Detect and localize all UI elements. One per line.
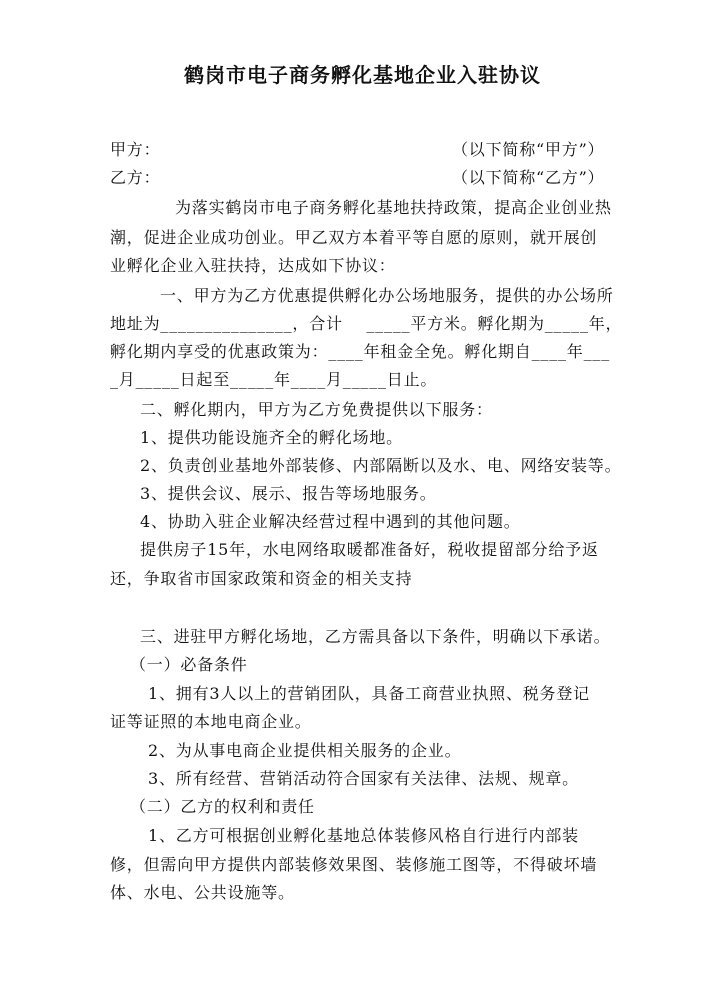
clause-1-line-4: _月_____日起至_____年____月_____日止。: [110, 370, 438, 389]
clause-1-line-2: 地址为_______________，合计 _____平方米。孵化期为_____年，: [110, 314, 623, 333]
responsibility-1-line-1: 1、乙方可根据创业孵化基地总体装修风格自行进行内部装: [148, 826, 579, 845]
clause-2-item-3: 3、提供会议、展示、报告等场地服务。: [140, 484, 437, 503]
party-a-note: （以下简称“甲方”）: [452, 140, 605, 159]
preamble-line-1: 为落实鹤岗市电子商务孵化基地扶持政策，提高企业创业热: [175, 198, 612, 217]
preamble-line-3: 业孵化企业入驻扶持，达成如下协议：: [110, 256, 396, 275]
party-b-label: 乙方：: [110, 168, 161, 187]
clause-3-subheading-1: （一）必备条件: [130, 655, 248, 674]
party-a-label: 甲方：: [110, 140, 161, 159]
clause-2-note-line-1: 提供房子15年，水电网络取暖都准备好，税收提留部分给予返: [140, 540, 599, 559]
clause-1-line-1: 一、甲方为乙方优惠提供孵化办公场地服务，提供的办公场所: [160, 286, 614, 305]
condition-1-line-2: 证等证照的本地电商企业。: [110, 712, 312, 731]
clause-1-line-3: 孵化期内享受的优惠政策为：____年租金全免。孵化期自____年___: [110, 342, 611, 361]
clause-3-heading: 三、进驻甲方孵化场地，乙方需具备以下条件，明确以下承诺。: [140, 627, 611, 646]
responsibility-1-line-2: 修，但需向甲方提供内部装修效果图、装修施工图等，不得破坏墙: [110, 855, 598, 874]
document-title: 鹤岗市电子商务孵化基地企业入驻协议: [184, 63, 541, 87]
condition-2: 2、为从事电商企业提供相关服务的企业。: [148, 741, 462, 760]
party-b-note: （以下简称“乙方”）: [452, 168, 605, 187]
clause-3-subheading-2: （二）乙方的权利和责任: [130, 797, 315, 816]
clause-2-note-line-2: 还，争取省市国家政策和资金的相关支持: [110, 569, 413, 588]
clause-2-heading: 二、孵化期内，甲方为乙方免费提供以下服务：: [140, 400, 493, 419]
clause-2-item-4: 4、协助入驻企业解决经营过程中遇到的其他问题。: [140, 512, 521, 531]
clause-2-item-2: 2、负责创业基地外部装修、内部隔断以及水、电、网络安装等。: [140, 456, 622, 475]
preamble-line-2: 潮，促进企业成功创业。甲乙双方本着平等自愿的原则，就开展创: [110, 228, 598, 247]
responsibility-1-line-3: 体、水电、公共设施等。: [110, 883, 295, 902]
clause-2-item-1: 1、提供功能设施齐全的孵化场地。: [140, 428, 403, 447]
condition-3: 3、所有经营、营销活动符合国家有关法律、法规、规章。: [148, 769, 579, 788]
condition-1-line-1: 1、拥有3人以上的营销团队，具备工商营业执照、税务登记: [148, 684, 590, 703]
